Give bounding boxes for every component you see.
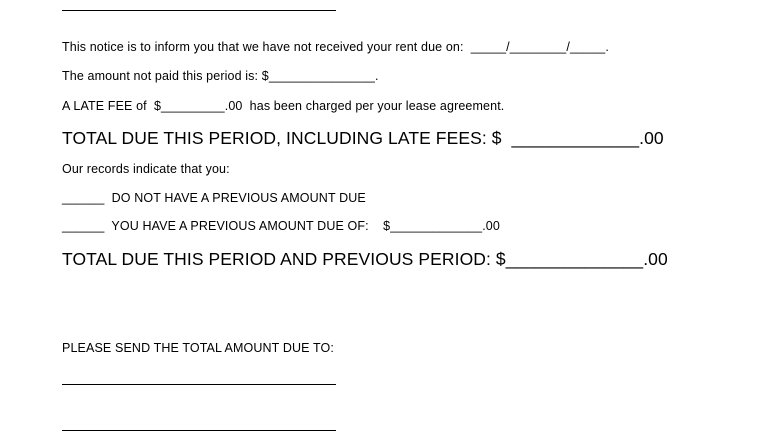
notice-intro-text: This notice is to inform you that we have not received your rent due on: _____/________/_____.	[62, 40, 609, 54]
late-fee-text: A LATE FEE of $_________.00 has been charged per your lease agreement.	[62, 99, 505, 113]
has-previous-amount-option[interactable]: ______ YOU HAVE A PREVIOUS AMOUNT DUE OF: $_____________.00	[62, 219, 500, 233]
send-amount-to-text: PLEASE SEND THE TOTAL AMOUNT DUE TO:	[62, 341, 334, 355]
total-due-both-periods-text: TOTAL DUE THIS PERIOD AND PREVIOUS PERIOD: $______________.00	[62, 249, 668, 269]
amount-not-paid-text: The amount not paid this period is: $_______________.	[62, 69, 379, 83]
total-due-this-period-text: TOTAL DUE THIS PERIOD, INCLUDING LATE FEES: $ _____________.00	[62, 128, 664, 148]
no-previous-amount-option[interactable]: ______ DO NOT HAVE A PREVIOUS AMOUNT DUE	[62, 191, 366, 205]
address-rule-2	[62, 430, 336, 431]
address-rule-1	[62, 384, 336, 385]
records-indicate-text: Our records indicate that you:	[62, 162, 230, 176]
header-signature-rule	[62, 10, 336, 11]
